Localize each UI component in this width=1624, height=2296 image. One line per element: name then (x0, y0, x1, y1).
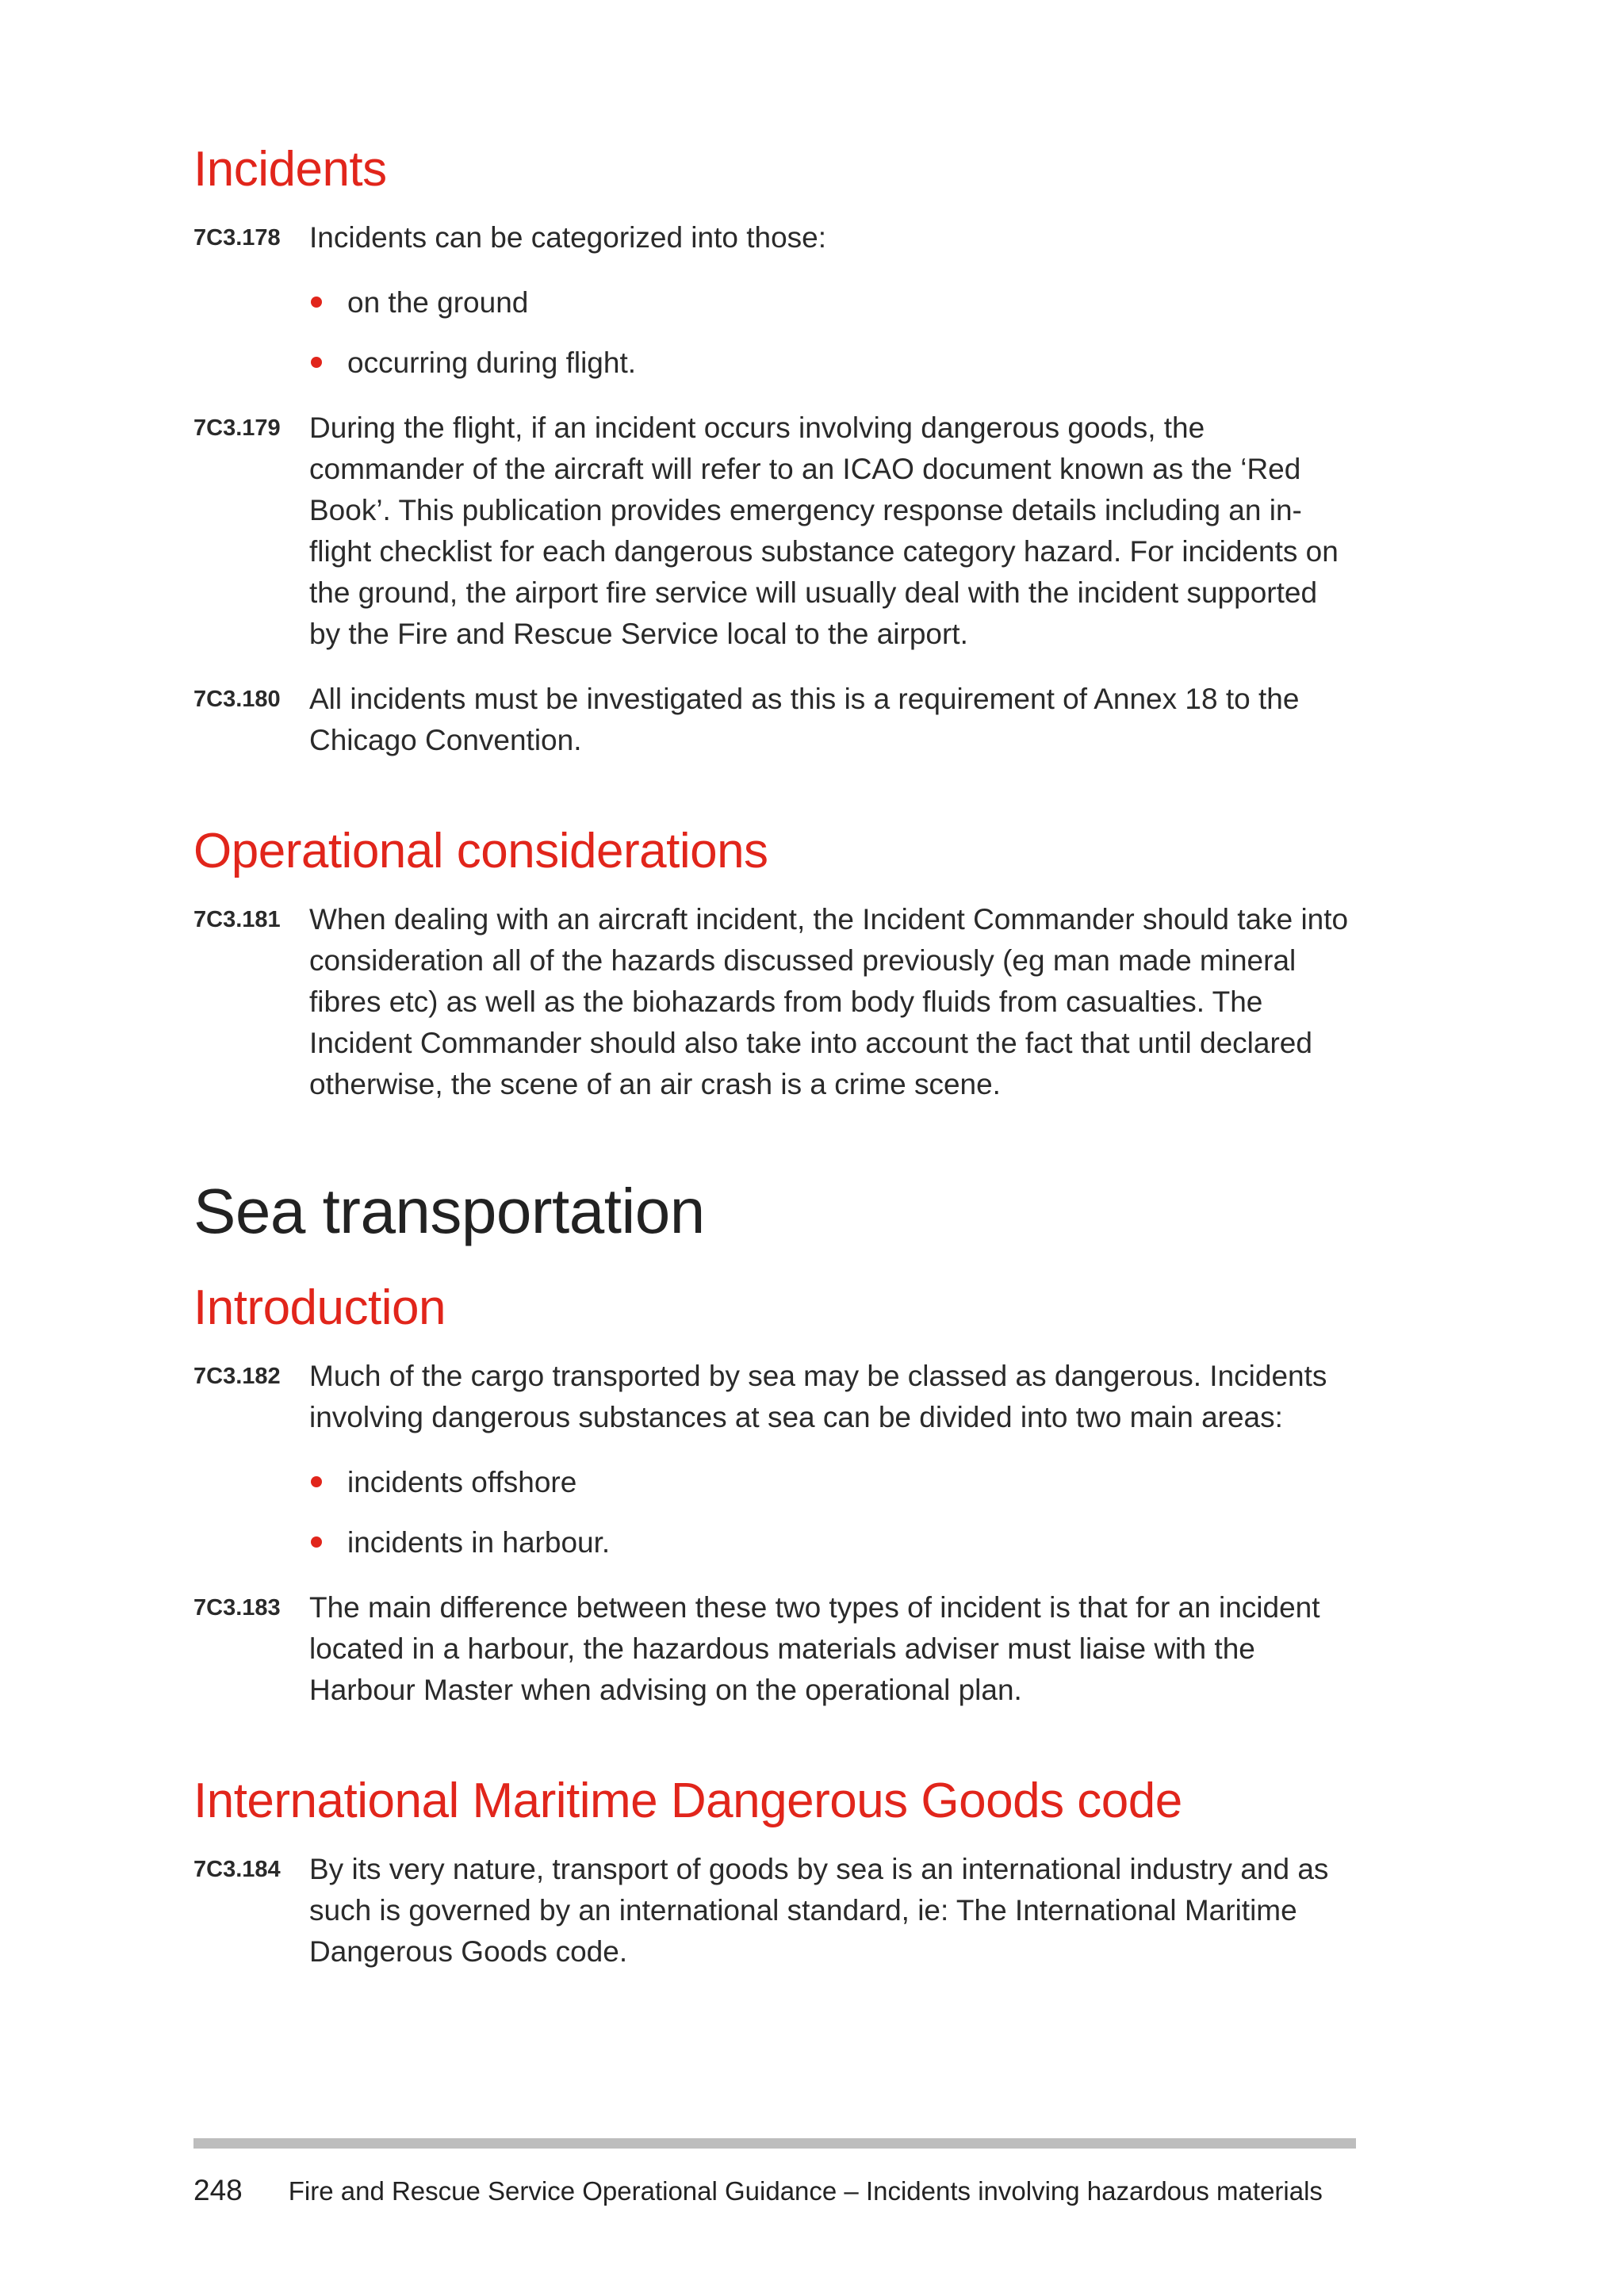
paragraph-number: 7C3.178 (193, 225, 281, 251)
section-heading-operational-considerations: Operational considerations (193, 824, 768, 878)
section-heading-incidents: Incidents (193, 142, 387, 197)
section-heading-imdg-code: International Maritime Dangerous Goods code (193, 1774, 1182, 1828)
bullet-list-incident-categories (309, 282, 1356, 384)
paragraph-text: During the flight, if an incident occurs involving dangerous goods, the commander of the aircraft will refer to an ICAO document known as the ‘Red Book’. This publication provides emergency response details including an in-flight checklist for each dangerous substance category hazard. For incidents on the ground, the airport fire service will usually deal with the incident supported by the Fire and Rescue Service local to the airport. (309, 411, 1339, 650)
paragraph-7c3-184 (193, 1849, 1356, 1973)
paragraph-text: Much of the cargo transported by sea may be classed as dangerous. Incidents involving dangerous substances at sea can be divided into two main areas: (309, 1360, 1327, 1433)
bullet-dot-icon (311, 297, 322, 308)
bullet-dot-icon (311, 357, 322, 368)
paragraph-7c3-183 (193, 1587, 1356, 1711)
footer-title: Fire and Rescue Service Operational Guidance – Incidents involving hazardous materials (288, 2176, 1323, 2206)
paragraph-7c3-178 (193, 217, 1356, 258)
paragraph-number: 7C3.183 (193, 1595, 281, 1621)
list-item (309, 1522, 1356, 1563)
paragraph-text: The main difference between these two types of incident is that for an incident located in a harbour, the hazardous materials adviser must liaise with the Harbour Master when advising on the operational plan. (309, 1591, 1320, 1706)
bullet-dot-icon (311, 1536, 322, 1548)
paragraph-number: 7C3.184 (193, 1857, 281, 1882)
list-item-text: incidents in harbour. (347, 1526, 611, 1559)
page-number: 248 (193, 2174, 243, 2206)
list-item (309, 282, 1356, 323)
bullet-list-sea-incident-areas (309, 1462, 1356, 1563)
paragraph-number: 7C3.180 (193, 687, 281, 712)
page-footer (193, 2174, 1356, 2207)
paragraph-number: 7C3.179 (193, 415, 281, 441)
paragraph-number: 7C3.181 (193, 907, 281, 932)
list-item-text: occurring during flight. (347, 346, 637, 379)
list-item-text: on the ground (347, 286, 529, 319)
list-item (309, 342, 1356, 384)
paragraph-7c3-180 (193, 679, 1356, 761)
paragraph-text: All incidents must be investigated as this is a requirement of Annex 18 to the Chicago Convention. (309, 683, 1300, 756)
bullet-dot-icon (311, 1476, 322, 1487)
section-heading-introduction: Introduction (193, 1280, 446, 1335)
paragraph-number: 7C3.182 (193, 1364, 281, 1389)
footer-divider (193, 2138, 1356, 2149)
paragraph-7c3-181 (193, 899, 1356, 1105)
paragraph-7c3-182 (193, 1356, 1356, 1438)
list-item-text: incidents offshore (347, 1466, 577, 1498)
list-item (309, 1462, 1356, 1503)
paragraph-text: By its very nature, transport of goods by sea is an international industry and as such is governed by an international standard, ie: The International Maritime Dangerous Goods code. (309, 1853, 1329, 1968)
paragraph-text: Incidents can be categorized into those: (309, 221, 827, 254)
chapter-heading-sea-transportation: Sea transportation (193, 1176, 705, 1246)
paragraph-text: When dealing with an aircraft incident, the Incident Commander should take into consideration all of the hazards discussed previously (eg man made mineral fibres etc) as well as the biohazards from body fluids from casualties. The Incident Commander should also take into account the fact that until declared otherwise, the scene of an air crash is a crime scene. (309, 903, 1349, 1100)
paragraph-7c3-179 (193, 408, 1356, 655)
page-content (193, 140, 1356, 1996)
